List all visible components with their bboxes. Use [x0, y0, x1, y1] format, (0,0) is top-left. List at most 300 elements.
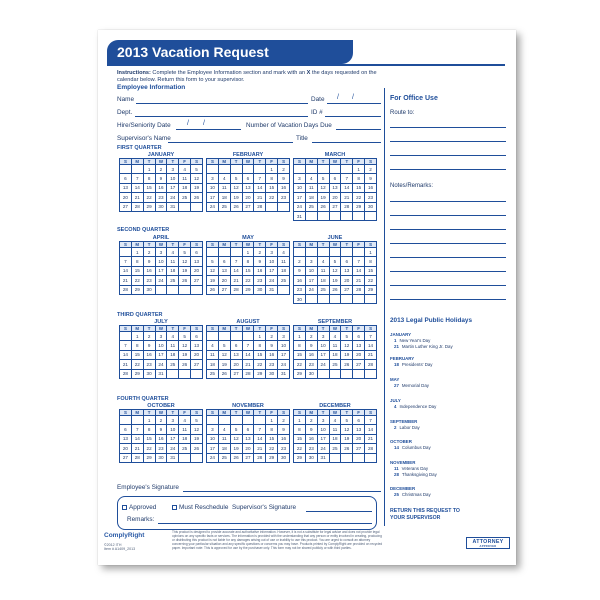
day-cell[interactable]: 11 — [218, 434, 230, 443]
day-cell[interactable]: 8 — [254, 341, 266, 350]
reschedule-option[interactable] — [172, 504, 228, 511]
day-cell[interactable]: 24 — [317, 360, 329, 369]
day-cell[interactable]: 31 — [155, 369, 167, 378]
day-cell[interactable]: 16 — [143, 266, 155, 275]
day-cell[interactable]: 30 — [254, 285, 266, 294]
day-cell[interactable]: 13 — [230, 350, 242, 359]
day-cell[interactable]: 3 — [155, 332, 167, 341]
day-cell[interactable]: 15 — [266, 183, 278, 192]
day-cell[interactable]: 12 — [191, 174, 203, 183]
day-cell[interactable]: 4 — [218, 174, 230, 183]
day-cell[interactable]: 24 — [167, 193, 179, 202]
day-cell[interactable]: 2 — [278, 416, 290, 425]
day-cell[interactable]: 1 — [294, 332, 306, 341]
day-cell[interactable]: 5 — [230, 425, 242, 434]
days-due-field[interactable] — [336, 129, 381, 130]
day-cell[interactable]: 2 — [365, 165, 377, 174]
day-cell[interactable]: 20 — [329, 193, 341, 202]
route-line[interactable] — [390, 127, 506, 128]
day-cell[interactable]: 9 — [305, 341, 317, 350]
day-cell[interactable]: 4 — [167, 248, 179, 257]
day-cell[interactable]: 17 — [155, 350, 167, 359]
day-cell[interactable]: 30 — [143, 369, 155, 378]
day-cell[interactable]: 21 — [131, 444, 143, 453]
day-cell[interactable]: 7 — [353, 257, 365, 266]
day-cell[interactable]: 23 — [365, 193, 377, 202]
day-cell[interactable]: 29 — [353, 202, 365, 211]
day-cell[interactable]: 26 — [191, 193, 203, 202]
notes-line[interactable] — [390, 285, 506, 286]
day-cell[interactable]: 29 — [294, 453, 306, 462]
day-cell[interactable]: 9 — [294, 266, 306, 275]
day-cell[interactable]: 3 — [167, 416, 179, 425]
day-cell[interactable]: 4 — [207, 341, 219, 350]
day-cell[interactable]: 16 — [266, 350, 278, 359]
day-cell[interactable]: 14 — [120, 350, 132, 359]
day-cell[interactable]: 22 — [242, 276, 254, 285]
day-cell[interactable]: 9 — [143, 257, 155, 266]
day-cell[interactable]: 2 — [278, 165, 290, 174]
day-cell[interactable]: 28 — [131, 453, 143, 462]
day-cell[interactable]: 15 — [266, 434, 278, 443]
day-cell[interactable]: 20 — [242, 193, 254, 202]
day-cell[interactable]: 10 — [305, 266, 317, 275]
day-cell[interactable]: 15 — [294, 434, 306, 443]
day-cell[interactable]: 28 — [341, 202, 353, 211]
day-cell[interactable]: 11 — [207, 350, 219, 359]
day-cell[interactable]: 27 — [120, 202, 132, 211]
day-cell[interactable]: 19 — [230, 193, 242, 202]
day-cell[interactable]: 13 — [353, 341, 365, 350]
day-cell[interactable]: 21 — [353, 276, 365, 285]
day-cell[interactable]: 19 — [191, 434, 203, 443]
day-cell[interactable]: 18 — [329, 434, 341, 443]
day-cell[interactable]: 9 — [143, 341, 155, 350]
day-cell[interactable]: 19 — [341, 434, 353, 443]
day-cell[interactable]: 23 — [143, 360, 155, 369]
day-cell[interactable]: 27 — [341, 285, 353, 294]
day-cell[interactable]: 12 — [329, 266, 341, 275]
day-cell[interactable]: 23 — [278, 444, 290, 453]
day-cell[interactable]: 3 — [155, 248, 167, 257]
day-cell[interactable]: 28 — [120, 285, 132, 294]
day-cell[interactable]: 4 — [329, 416, 341, 425]
day-cell[interactable]: 13 — [218, 266, 230, 275]
day-cell[interactable]: 18 — [317, 276, 329, 285]
day-cell[interactable]: 27 — [242, 453, 254, 462]
day-cell[interactable]: 10 — [167, 174, 179, 183]
day-cell[interactable]: 28 — [254, 202, 266, 211]
day-cell[interactable]: 7 — [341, 174, 353, 183]
day-cell[interactable]: 2 — [155, 416, 167, 425]
day-cell[interactable]: 1 — [143, 416, 155, 425]
day-cell[interactable]: 16 — [155, 434, 167, 443]
day-cell[interactable]: 29 — [254, 369, 266, 378]
day-cell[interactable]: 28 — [353, 285, 365, 294]
day-cell[interactable]: 11 — [317, 266, 329, 275]
day-cell[interactable]: 22 — [266, 193, 278, 202]
day-cell[interactable]: 2 — [254, 248, 266, 257]
day-cell[interactable]: 17 — [266, 266, 278, 275]
day-cell[interactable]: 30 — [143, 285, 155, 294]
day-cell[interactable]: 6 — [353, 332, 365, 341]
day-cell[interactable]: 1 — [353, 165, 365, 174]
day-cell[interactable]: 8 — [294, 425, 306, 434]
day-cell[interactable]: 15 — [131, 350, 143, 359]
day-cell[interactable]: 9 — [155, 174, 167, 183]
day-cell[interactable]: 24 — [317, 444, 329, 453]
day-cell[interactable]: 11 — [329, 341, 341, 350]
day-cell[interactable]: 1 — [294, 416, 306, 425]
day-cell[interactable]: 6 — [341, 257, 353, 266]
day-cell[interactable]: 11 — [167, 257, 179, 266]
day-cell[interactable]: 12 — [230, 434, 242, 443]
day-cell[interactable]: 17 — [167, 183, 179, 192]
day-cell[interactable]: 6 — [353, 416, 365, 425]
day-cell[interactable]: 3 — [207, 174, 219, 183]
day-cell[interactable]: 26 — [230, 453, 242, 462]
day-cell[interactable]: 24 — [207, 453, 219, 462]
day-cell[interactable]: 18 — [179, 434, 191, 443]
day-cell[interactable]: 22 — [353, 193, 365, 202]
remarks-field[interactable] — [158, 523, 372, 524]
day-cell[interactable]: 6 — [191, 332, 203, 341]
day-cell[interactable]: 27 — [230, 369, 242, 378]
day-cell[interactable]: 14 — [131, 434, 143, 443]
day-cell[interactable]: 2 — [305, 416, 317, 425]
day-cell[interactable]: 26 — [230, 202, 242, 211]
day-cell[interactable]: 24 — [305, 285, 317, 294]
day-cell[interactable]: 16 — [305, 350, 317, 359]
day-cell[interactable]: 6 — [120, 174, 132, 183]
day-cell[interactable]: 15 — [254, 350, 266, 359]
day-cell[interactable]: 25 — [278, 276, 290, 285]
day-cell[interactable]: 25 — [179, 193, 191, 202]
day-cell[interactable]: 9 — [155, 425, 167, 434]
day-cell[interactable]: 9 — [278, 425, 290, 434]
notes-line[interactable] — [390, 243, 506, 244]
day-cell[interactable]: 25 — [218, 202, 230, 211]
day-cell[interactable]: 27 — [191, 360, 203, 369]
day-cell[interactable]: 14 — [230, 266, 242, 275]
day-cell[interactable]: 26 — [341, 360, 353, 369]
day-cell[interactable]: 21 — [131, 193, 143, 202]
day-cell[interactable]: 9 — [305, 425, 317, 434]
day-cell[interactable]: 18 — [179, 183, 191, 192]
day-cell[interactable]: 21 — [341, 193, 353, 202]
day-cell[interactable]: 28 — [120, 369, 132, 378]
day-cell[interactable]: 7 — [120, 341, 132, 350]
day-cell[interactable]: 14 — [254, 434, 266, 443]
day-cell[interactable]: 6 — [329, 174, 341, 183]
day-cell[interactable]: 26 — [317, 202, 329, 211]
day-cell[interactable]: 1 — [266, 165, 278, 174]
day-cell[interactable]: 27 — [218, 285, 230, 294]
day-cell[interactable]: 11 — [179, 174, 191, 183]
day-cell[interactable]: 14 — [254, 183, 266, 192]
day-cell[interactable]: 12 — [179, 341, 191, 350]
day-cell[interactable]: 3 — [266, 248, 278, 257]
day-cell[interactable]: 24 — [207, 202, 219, 211]
day-cell[interactable]: 2 — [294, 257, 306, 266]
day-cell[interactable]: 28 — [365, 360, 377, 369]
day-cell[interactable]: 24 — [167, 444, 179, 453]
day-cell[interactable]: 15 — [131, 266, 143, 275]
date-field[interactable] — [327, 103, 381, 104]
day-cell[interactable]: 26 — [179, 276, 191, 285]
day-cell[interactable]: 23 — [305, 360, 317, 369]
day-cell[interactable]: 1 — [254, 332, 266, 341]
day-cell[interactable]: 29 — [242, 285, 254, 294]
day-cell[interactable]: 14 — [242, 350, 254, 359]
day-cell[interactable]: 19 — [207, 276, 219, 285]
day-cell[interactable]: 6 — [242, 174, 254, 183]
day-cell[interactable]: 9 — [365, 174, 377, 183]
day-cell[interactable]: 7 — [365, 332, 377, 341]
day-cell[interactable]: 22 — [143, 193, 155, 202]
day-cell[interactable]: 26 — [329, 285, 341, 294]
day-cell[interactable]: 19 — [179, 266, 191, 275]
day-cell[interactable]: 17 — [305, 276, 317, 285]
approved-checkbox[interactable] — [122, 505, 127, 510]
day-cell[interactable]: 11 — [167, 341, 179, 350]
day-cell[interactable]: 23 — [266, 360, 278, 369]
day-cell[interactable]: 17 — [317, 350, 329, 359]
day-cell[interactable]: 8 — [143, 425, 155, 434]
day-cell[interactable]: 1 — [242, 248, 254, 257]
day-cell[interactable]: 20 — [120, 193, 132, 202]
day-cell[interactable]: 1 — [365, 248, 377, 257]
day-cell[interactable]: 13 — [120, 183, 132, 192]
day-cell[interactable]: 8 — [294, 341, 306, 350]
day-cell[interactable]: 29 — [143, 453, 155, 462]
day-cell[interactable]: 31 — [278, 369, 290, 378]
day-cell[interactable]: 3 — [317, 332, 329, 341]
day-cell[interactable]: 7 — [131, 425, 143, 434]
day-cell[interactable]: 6 — [191, 248, 203, 257]
day-cell[interactable]: 28 — [365, 444, 377, 453]
day-cell[interactable]: 10 — [294, 183, 306, 192]
day-cell[interactable]: 23 — [155, 444, 167, 453]
day-cell[interactable]: 30 — [155, 202, 167, 211]
day-cell[interactable]: 24 — [266, 276, 278, 285]
day-cell[interactable]: 18 — [329, 350, 341, 359]
id-field[interactable] — [325, 116, 381, 117]
day-cell[interactable]: 21 — [254, 444, 266, 453]
route-line[interactable] — [390, 155, 506, 156]
day-cell[interactable]: 17 — [167, 434, 179, 443]
day-cell[interactable]: 14 — [365, 341, 377, 350]
day-cell[interactable]: 17 — [317, 434, 329, 443]
day-cell[interactable]: 5 — [179, 332, 191, 341]
day-cell[interactable]: 16 — [143, 350, 155, 359]
day-cell[interactable]: 14 — [353, 266, 365, 275]
day-cell[interactable]: 28 — [242, 369, 254, 378]
day-cell[interactable]: 17 — [155, 266, 167, 275]
day-cell[interactable]: 6 — [242, 425, 254, 434]
day-cell[interactable]: 23 — [305, 444, 317, 453]
employee-signature-field[interactable] — [183, 491, 381, 492]
day-cell[interactable]: 7 — [242, 341, 254, 350]
day-cell[interactable]: 25 — [317, 285, 329, 294]
day-cell[interactable]: 7 — [120, 257, 132, 266]
day-cell[interactable]: 16 — [294, 276, 306, 285]
day-cell[interactable]: 22 — [254, 360, 266, 369]
day-cell[interactable]: 18 — [167, 266, 179, 275]
day-cell[interactable]: 5 — [191, 165, 203, 174]
day-cell[interactable]: 5 — [329, 257, 341, 266]
day-cell[interactable]: 3 — [317, 416, 329, 425]
day-cell[interactable]: 10 — [155, 257, 167, 266]
route-line[interactable] — [390, 141, 506, 142]
day-cell[interactable]: 15 — [143, 183, 155, 192]
day-cell[interactable]: 10 — [317, 341, 329, 350]
day-cell[interactable]: 10 — [207, 183, 219, 192]
day-cell[interactable]: 20 — [341, 276, 353, 285]
day-cell[interactable]: 23 — [143, 276, 155, 285]
dept-field[interactable] — [135, 116, 308, 117]
day-cell[interactable]: 24 — [278, 360, 290, 369]
day-cell[interactable]: 26 — [218, 369, 230, 378]
day-cell[interactable]: 30 — [155, 453, 167, 462]
day-cell[interactable]: 16 — [254, 266, 266, 275]
day-cell[interactable]: 25 — [167, 360, 179, 369]
day-cell[interactable]: 27 — [353, 444, 365, 453]
day-cell[interactable]: 26 — [341, 444, 353, 453]
day-cell[interactable]: 15 — [143, 434, 155, 443]
day-cell[interactable]: 1 — [131, 248, 143, 257]
day-cell[interactable]: 25 — [179, 444, 191, 453]
day-cell[interactable]: 25 — [218, 453, 230, 462]
day-cell[interactable]: 12 — [207, 266, 219, 275]
day-cell[interactable]: 11 — [329, 425, 341, 434]
day-cell[interactable]: 10 — [266, 257, 278, 266]
day-cell[interactable]: 8 — [266, 174, 278, 183]
day-cell[interactable]: 19 — [317, 193, 329, 202]
day-cell[interactable]: 20 — [218, 276, 230, 285]
day-cell[interactable]: 25 — [167, 276, 179, 285]
day-cell[interactable]: 15 — [353, 183, 365, 192]
day-cell[interactable]: 2 — [155, 165, 167, 174]
day-cell[interactable]: 23 — [278, 193, 290, 202]
day-cell[interactable]: 7 — [365, 416, 377, 425]
day-cell[interactable]: 4 — [317, 257, 329, 266]
route-line[interactable] — [390, 169, 506, 170]
day-cell[interactable]: 20 — [230, 360, 242, 369]
day-cell[interactable]: 12 — [341, 425, 353, 434]
day-cell[interactable]: 5 — [218, 341, 230, 350]
day-cell[interactable]: 13 — [242, 183, 254, 192]
day-cell[interactable]: 22 — [294, 444, 306, 453]
day-cell[interactable]: 31 — [167, 202, 179, 211]
day-cell[interactable]: 25 — [329, 444, 341, 453]
day-cell[interactable]: 20 — [353, 350, 365, 359]
notes-line[interactable] — [390, 271, 506, 272]
day-cell[interactable]: 17 — [207, 444, 219, 453]
day-cell[interactable]: 19 — [329, 276, 341, 285]
day-cell[interactable]: 3 — [167, 165, 179, 174]
name-field[interactable] — [136, 103, 308, 104]
day-cell[interactable]: 8 — [365, 257, 377, 266]
day-cell[interactable]: 3 — [305, 257, 317, 266]
day-cell[interactable]: 29 — [131, 285, 143, 294]
day-cell[interactable]: 1 — [266, 416, 278, 425]
day-cell[interactable]: 22 — [131, 360, 143, 369]
day-cell[interactable]: 19 — [218, 360, 230, 369]
day-cell[interactable]: 4 — [305, 174, 317, 183]
day-cell[interactable]: 13 — [353, 425, 365, 434]
day-cell[interactable]: 16 — [155, 183, 167, 192]
day-cell[interactable]: 11 — [305, 183, 317, 192]
title-field[interactable] — [312, 142, 381, 143]
day-cell[interactable]: 5 — [317, 174, 329, 183]
day-cell[interactable]: 26 — [179, 360, 191, 369]
day-cell[interactable]: 7 — [131, 174, 143, 183]
day-cell[interactable]: 21 — [365, 350, 377, 359]
day-cell[interactable]: 24 — [294, 202, 306, 211]
day-cell[interactable]: 6 — [120, 425, 132, 434]
notes-line[interactable] — [390, 201, 506, 202]
day-cell[interactable]: 13 — [191, 341, 203, 350]
day-cell[interactable]: 21 — [254, 193, 266, 202]
day-cell[interactable]: 12 — [179, 257, 191, 266]
day-cell[interactable]: 13 — [191, 257, 203, 266]
day-cell[interactable]: 29 — [266, 453, 278, 462]
day-cell[interactable]: 30 — [278, 453, 290, 462]
day-cell[interactable]: 8 — [131, 341, 143, 350]
day-cell[interactable]: 24 — [155, 360, 167, 369]
day-cell[interactable]: 17 — [207, 193, 219, 202]
supervisor-signature-field[interactable] — [306, 511, 372, 512]
day-cell[interactable]: 3 — [294, 174, 306, 183]
day-cell[interactable]: 31 — [294, 211, 306, 220]
day-cell[interactable]: 25 — [207, 369, 219, 378]
day-cell[interactable]: 19 — [191, 183, 203, 192]
day-cell[interactable]: 20 — [191, 266, 203, 275]
day-cell[interactable]: 22 — [131, 276, 143, 285]
day-cell[interactable]: 4 — [218, 425, 230, 434]
day-cell[interactable]: 20 — [191, 350, 203, 359]
day-cell[interactable]: 8 — [131, 257, 143, 266]
day-cell[interactable]: 5 — [207, 257, 219, 266]
day-cell[interactable]: 9 — [254, 257, 266, 266]
day-cell[interactable]: 30 — [305, 453, 317, 462]
day-cell[interactable]: 12 — [191, 425, 203, 434]
day-cell[interactable]: 18 — [167, 350, 179, 359]
day-cell[interactable]: 23 — [254, 276, 266, 285]
day-cell[interactable]: 14 — [341, 183, 353, 192]
day-cell[interactable]: 5 — [341, 416, 353, 425]
day-cell[interactable]: 12 — [341, 341, 353, 350]
day-cell[interactable]: 12 — [317, 183, 329, 192]
notes-line[interactable] — [390, 257, 506, 258]
day-cell[interactable]: 11 — [179, 425, 191, 434]
day-cell[interactable]: 1 — [131, 332, 143, 341]
day-cell[interactable]: 20 — [353, 434, 365, 443]
day-cell[interactable]: 4 — [179, 165, 191, 174]
day-cell[interactable]: 29 — [131, 369, 143, 378]
day-cell[interactable]: 10 — [207, 434, 219, 443]
day-cell[interactable]: 13 — [120, 434, 132, 443]
day-cell[interactable]: 4 — [278, 248, 290, 257]
day-cell[interactable]: 14 — [120, 266, 132, 275]
approved-option[interactable] — [122, 504, 156, 511]
day-cell[interactable]: 18 — [218, 193, 230, 202]
day-cell[interactable]: 21 — [120, 360, 132, 369]
day-cell[interactable]: 13 — [341, 266, 353, 275]
day-cell[interactable]: 27 — [120, 453, 132, 462]
day-cell[interactable]: 23 — [294, 285, 306, 294]
